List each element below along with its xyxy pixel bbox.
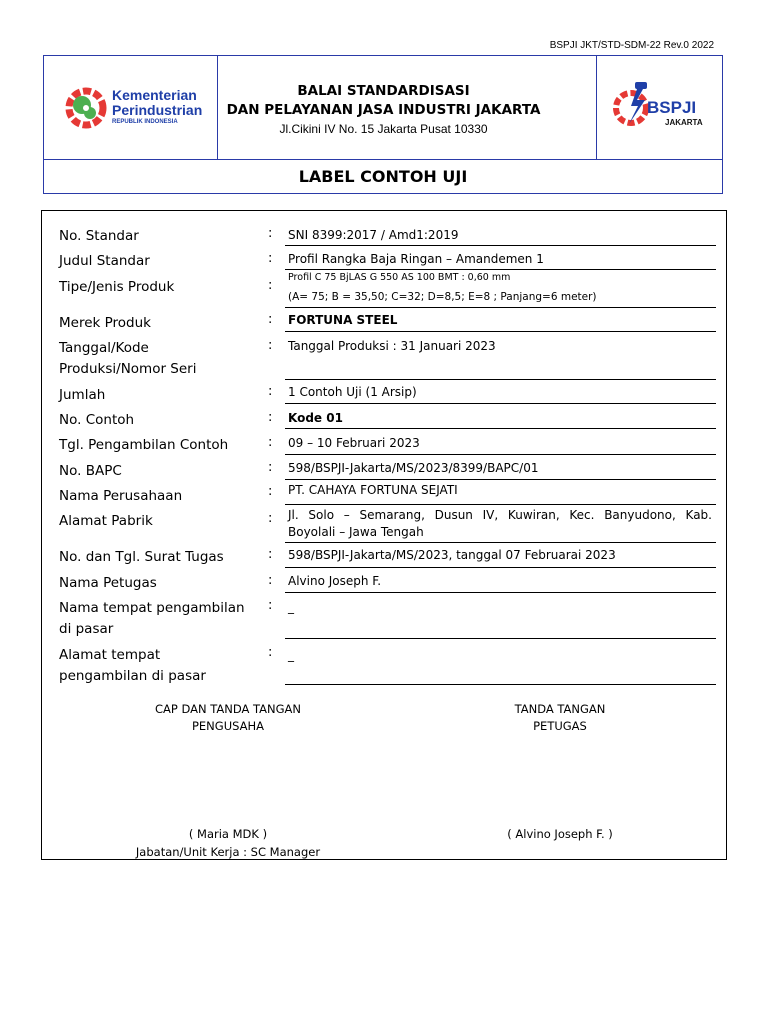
value-alamat-pabrik-line1: Jl. Solo – Semarang, Dusun IV, Kuwiran, Kec. Banyudono, Kab.	[288, 508, 712, 522]
signature-right-title-line1: TANDA TANGAN	[514, 702, 606, 716]
gear-icon	[62, 83, 110, 133]
institution-name-line1: BALAI STANDARDISASI	[297, 83, 470, 99]
underline	[285, 542, 716, 543]
value-tipe-produk-line1: Profil C 75 BjLAS G 550 AS 100 BMT : 0,60 mm	[288, 272, 511, 283]
kemenperin-line3: REPUBLIK INDONESIA	[112, 119, 178, 125]
value-no-bapc: 598/BSPJI-Jakarta/MS/2023/8399/BAPC/01	[288, 461, 539, 475]
label-tempat-pengambilan: Nama tempat pengambilan	[59, 600, 245, 616]
label-tipe-produk: Tipe/Jenis Produk	[59, 279, 175, 295]
value-surat-tugas: 598/BSPJI-Jakarta/MS/2023, tanggal 07 Februarai 2023	[288, 548, 616, 562]
underline	[285, 504, 716, 505]
label-no-bapc: No. BAPC	[59, 463, 122, 479]
value-nama-petugas: Alvino Joseph F.	[288, 574, 382, 588]
value-jumlah: 1 Contoh Uji (1 Arsip)	[288, 385, 417, 399]
value-tipe-produk-line2: (A= 75; B = 35,50; C=32; D=8,5; E=8 ; Panjang=6 meter)	[288, 291, 597, 303]
underline	[285, 454, 716, 455]
signature-left-name: ( Maria MDK )	[188, 827, 268, 841]
colon: :	[268, 598, 273, 613]
label-no-contoh: No. Contoh	[59, 412, 135, 428]
signature-right-name: ( Alvino Joseph F. )	[507, 827, 613, 841]
underline	[285, 567, 716, 568]
header-divider-bottom	[44, 159, 722, 160]
colon: :	[268, 645, 273, 660]
value-no-standar: SNI 8399:2017 / Amd1:2019	[288, 228, 459, 242]
label-alamat-pabrik: Alamat Pabrik	[59, 513, 153, 529]
colon: :	[268, 435, 273, 450]
colon: :	[268, 410, 273, 425]
page-title: LABEL CONTOH UJI	[298, 167, 468, 186]
colon: :	[268, 251, 273, 266]
underline	[285, 428, 716, 429]
underline	[285, 592, 716, 593]
label-tgl-pengambilan: Tgl. Pengambilan Contoh	[59, 437, 229, 453]
value-tanggal-produksi: Tanggal Produksi : 31 Januari 2023	[288, 339, 496, 353]
signature-left-position: Jabatan/Unit Kerja : SC Manager	[135, 845, 321, 859]
label-judul-standar: Judul Standar	[59, 253, 150, 269]
value-alamat-pabrik-line2: Boyolali – Jawa Tengah	[288, 525, 424, 539]
label-pengambilan-di-pasar: pengambilan di pasar	[59, 668, 206, 684]
colon: :	[268, 484, 273, 499]
colon: :	[268, 384, 273, 399]
value-tgl-pengambilan: 09 – 10 Februari 2023	[288, 436, 420, 450]
value-merek-produk: FORTUNA STEEL	[288, 313, 398, 327]
underline	[285, 638, 716, 639]
underline	[285, 479, 716, 480]
underline	[285, 269, 716, 270]
colon: :	[268, 460, 273, 475]
underline	[285, 684, 716, 685]
label-surat-tugas: No. dan Tgl. Surat Tugas	[59, 549, 224, 565]
value-alamat-pasar: _	[288, 648, 294, 662]
value-tempat-pasar: _	[288, 600, 294, 614]
institution-address: Jl.Cikini IV No. 15 Jakarta Pusat 10330	[279, 122, 488, 136]
header-divider-right	[596, 56, 597, 159]
label-nama-perusahaan: Nama Perusahaan	[59, 488, 183, 504]
label-produksi-nomor-seri: Produksi/Nomor Seri	[59, 361, 197, 377]
colon: :	[268, 338, 273, 353]
underline	[285, 307, 716, 308]
underline	[285, 379, 716, 380]
label-alamat-tempat: Alamat tempat	[59, 647, 161, 663]
document-reference: BSPJI JKT/STD-SDM-22 Rev.0 2022	[549, 40, 714, 51]
colon: :	[268, 573, 273, 588]
signature-left-title-line2: PENGUSAHA	[191, 719, 265, 733]
colon: :	[268, 278, 273, 293]
bspji-logo-text: BSPJI	[647, 98, 697, 117]
label-nama-petugas: Nama Petugas	[59, 575, 157, 591]
colon: :	[268, 312, 273, 327]
signature-right-title-line2: PETUGAS	[533, 719, 587, 733]
label-jumlah: Jumlah	[59, 387, 106, 403]
underline	[285, 331, 716, 332]
underline	[285, 403, 716, 404]
label-merek-produk: Merek Produk	[59, 315, 151, 331]
kemenperin-line2: Perindustrian	[112, 102, 203, 118]
kemenperin-line1: Kementerian	[112, 87, 197, 103]
signature-left-title-line1: CAP DAN TANDA TANGAN	[154, 702, 302, 716]
label-tanggal-kode: Tanggal/Kode	[59, 340, 149, 356]
institution-name-line2: DAN PELAYANAN JASA INDUSTRI JAKARTA	[226, 102, 541, 118]
colon: :	[268, 547, 273, 562]
bspji-logo	[611, 78, 711, 138]
colon: :	[268, 226, 273, 241]
value-nama-perusahaan: PT. CAHAYA FORTUNA SEJATI	[288, 483, 458, 497]
kemenperin-logo	[62, 83, 207, 133]
bspji-logo-subtext: JAKARTA	[665, 118, 703, 127]
label-no-standar: No. Standar	[59, 228, 139, 244]
value-judul-standar: Profil Rangka Baja Ringan – Amandemen 1	[288, 252, 544, 266]
value-no-contoh: Kode 01	[288, 411, 343, 425]
underline	[285, 245, 716, 246]
colon: :	[268, 511, 273, 526]
label-di-pasar: di pasar	[59, 621, 114, 637]
bspji-emblem-icon	[611, 78, 651, 134]
